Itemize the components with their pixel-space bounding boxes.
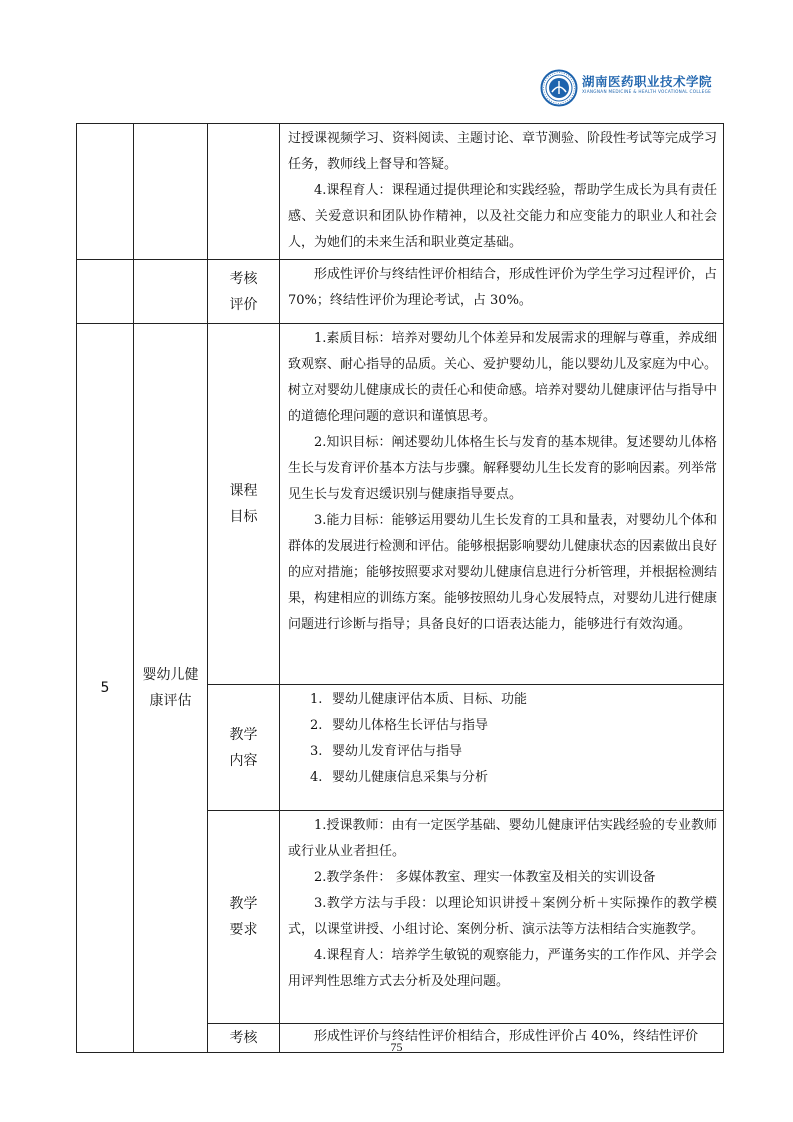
goal-paragraph: 3.能力目标：能够运用婴幼儿生长发育的工具和量表，对婴幼儿个体和群体的发展进行检测和评估。能够根据影响婴幼儿健康状态的因素做出良好的应对措施；能够按照要求对婴幼儿健康信息进行分析管理，并根据检测结果，构建相应的训练方案。能够按照幼儿身心发展特点，对婴幼儿进行健康问题进行诊断与指导；具备良好的口语表达能力，能够进行有效沟通。	[288, 513, 718, 632]
name-cell-continued	[134, 124, 208, 260]
requirement-paragraph: 4.课程育人：课程通过提供理论和实践经验，帮助学生成长为具有责任感、关爱意识和团队协作精神，以及社交能力和应变能力的职业人和社会人，为她们的未来生活和职业奠定基础。	[288, 183, 717, 250]
content-item: 2. 婴幼儿体格生长评估与指导	[310, 718, 489, 733]
number-cell-continued	[77, 260, 134, 324]
requirement-paragraph: 1.授课教师：由有一定医学基础、婴幼儿健康评估实践经验的专业教师或行业从业者担任。	[288, 818, 717, 859]
course-goals	[280, 324, 724, 685]
content-item: 4. 婴幼儿健康信息采集与分析	[310, 770, 489, 785]
goal-paragraph: 1.素质目标：培养对婴幼儿个体差异和发展需求的理解与尊重，养成细致观察、耐心指导的品质。关心、爱护婴幼儿，能以婴幼儿及家庭为中心。树立对婴幼儿健康成长的责任心和使命感。培养对婴幼儿健康评估与指导中的道德伦理问题的意识和谨慎思考。	[288, 331, 718, 424]
course-number: 5	[77, 324, 134, 1053]
item-cell-continued	[208, 124, 280, 260]
requirement-paragraph: 过授课视频学习、资料阅读、主题讨论、章节测验、阶段性考试等完成学习任务，教师线上督导和答疑。	[288, 131, 718, 172]
content-item: 3. 婴幼儿发育评估与指导	[310, 744, 463, 759]
assessment-label: 考核 评价	[208, 260, 280, 324]
table-row	[77, 260, 724, 324]
requirement-paragraph: 3.教学方法与手段：以理论知识讲授＋案例分析＋实际操作的教学模式，以课堂讲授、小组讨论、案例分析、演示法等方法相结合实施教学。	[288, 896, 717, 937]
course-name: 婴幼儿健康评估	[134, 324, 208, 1053]
table-row	[77, 324, 724, 685]
goal-paragraph: 2.知识目标：阐述婴幼儿体格生长与发育的基本规律。复述婴幼儿体格生长与发育评价基本方法与步骤。解释婴幼儿生长发育的影响因素。列举常见生长与发育迟缓识别与健康指导要点。	[288, 435, 718, 502]
teaching-content-label: 教学 内容	[208, 685, 280, 811]
table-row	[77, 124, 724, 260]
curriculum-table	[76, 123, 724, 1053]
number-cell-continued	[77, 124, 134, 260]
assessment-label: 考核	[208, 1024, 280, 1053]
assessment-text: 形成性评价与终结性评价相结合，形成性评价占 40%，终结性评价	[280, 1024, 724, 1053]
teaching-contents	[280, 685, 724, 811]
teaching-requirement-tail	[280, 124, 724, 260]
teaching-requirements	[280, 811, 724, 1024]
college-name: 湖南医药职业技术学院	[582, 74, 713, 89]
college-emblem-icon	[540, 69, 578, 107]
college-logo	[540, 67, 713, 109]
name-cell-continued	[134, 260, 208, 324]
teaching-requirement-label: 教学 要求	[208, 811, 280, 1024]
page-number: 75	[390, 1040, 403, 1054]
requirement-paragraph: 4.课程育人：培养学生敏锐的观察能力，严谨务实的工作作风、并学会用评判性思维方式去分析及处理问题。	[288, 948, 717, 989]
content-item: 1. 婴幼儿健康评估本质、目标、功能	[310, 692, 528, 707]
college-subtitle: XIANGNAN MEDICINE & HEALTH VOCATIONAL COLLEGE	[582, 89, 712, 94]
assessment-text: 形成性评价与终结性评价相结合，形成性评价为学生学习过程评价，占 70%；终结性评价为理论考试，占 30%。	[280, 260, 724, 324]
course-goal-label: 课程 目标	[208, 324, 280, 685]
requirement-paragraph: 2.教学条件： 多媒体教室、理实一体教室及相关的实训设备	[314, 870, 656, 885]
